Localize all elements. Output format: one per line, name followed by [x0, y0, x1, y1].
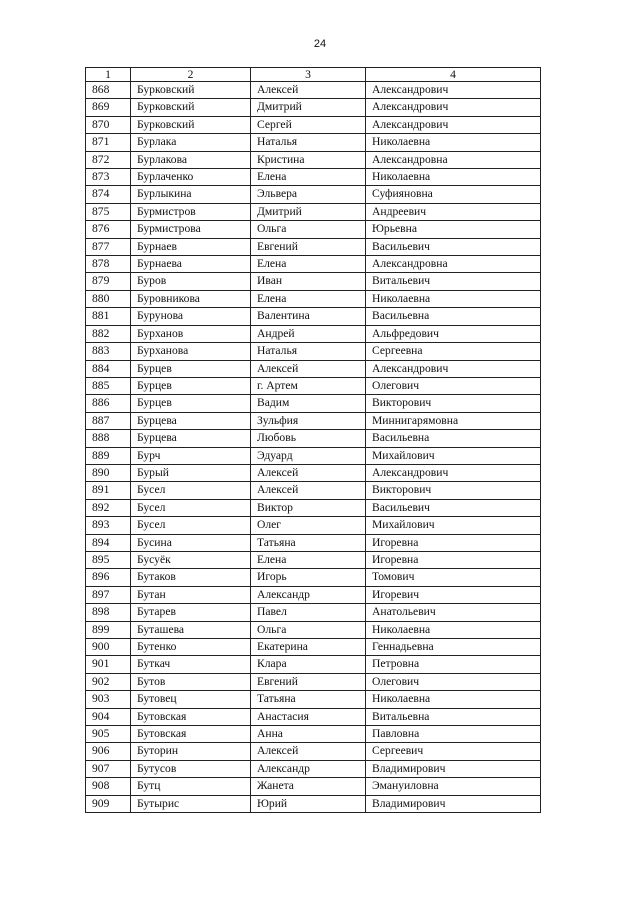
- cell-number: 898: [86, 604, 131, 621]
- table-row: [86, 203, 541, 220]
- table-row: [86, 551, 541, 568]
- cell-surname: Бурлыкина: [131, 186, 251, 203]
- cell-first-name: Вадим: [251, 395, 366, 412]
- cell-first-name: Елена: [251, 256, 366, 273]
- cell-number: 889: [86, 447, 131, 464]
- cell-surname: Бусел: [131, 482, 251, 499]
- cell-first-name: Любовь: [251, 430, 366, 447]
- cell-number: 885: [86, 377, 131, 394]
- cell-surname: Буторин: [131, 743, 251, 760]
- cell-surname: Бурлакова: [131, 151, 251, 168]
- cell-number: 883: [86, 343, 131, 360]
- cell-surname: Бутовская: [131, 708, 251, 725]
- table-row: [86, 569, 541, 586]
- cell-first-name: Алексей: [251, 464, 366, 481]
- cell-patronymic: Михайлович: [366, 517, 541, 534]
- table-header-row: [86, 68, 541, 82]
- cell-surname: Бурцева: [131, 430, 251, 447]
- cell-number: 890: [86, 464, 131, 481]
- cell-patronymic: Александрович: [366, 464, 541, 481]
- cell-patronymic: Николаевна: [366, 134, 541, 151]
- cell-first-name: Александр: [251, 586, 366, 603]
- cell-first-name: Евгений: [251, 673, 366, 690]
- cell-number: 884: [86, 360, 131, 377]
- cell-first-name: Клара: [251, 656, 366, 673]
- cell-surname: Бутусов: [131, 760, 251, 777]
- cell-surname: Бурковский: [131, 82, 251, 99]
- table-row: [86, 482, 541, 499]
- cell-surname: Бутаков: [131, 569, 251, 586]
- cell-surname: Бутарев: [131, 604, 251, 621]
- cell-patronymic: Андреевич: [366, 203, 541, 220]
- table-row: [86, 343, 541, 360]
- cell-surname: Бусуёк: [131, 551, 251, 568]
- cell-number: 895: [86, 551, 131, 568]
- table-row: [86, 795, 541, 812]
- cell-surname: Бурханов: [131, 325, 251, 342]
- cell-number: 871: [86, 134, 131, 151]
- cell-patronymic: Александрович: [366, 116, 541, 133]
- cell-number: 900: [86, 639, 131, 656]
- cell-number: 877: [86, 238, 131, 255]
- cell-number: 878: [86, 256, 131, 273]
- cell-surname: Бурнаев: [131, 238, 251, 255]
- table-row: [86, 134, 541, 151]
- cell-patronymic: Михайлович: [366, 447, 541, 464]
- cell-number: 907: [86, 760, 131, 777]
- cell-patronymic: Васильевич: [366, 499, 541, 516]
- cell-number: 882: [86, 325, 131, 342]
- cell-number: 893: [86, 517, 131, 534]
- cell-first-name: Жанета: [251, 778, 366, 795]
- cell-number: 904: [86, 708, 131, 725]
- cell-number: 887: [86, 412, 131, 429]
- cell-first-name: г. Артем: [251, 377, 366, 394]
- cell-patronymic: Юрьевна: [366, 221, 541, 238]
- cell-patronymic: Васильевна: [366, 430, 541, 447]
- cell-first-name: Эдуард: [251, 447, 366, 464]
- cell-number: 886: [86, 395, 131, 412]
- cell-number: 892: [86, 499, 131, 516]
- cell-surname: Бусел: [131, 517, 251, 534]
- cell-first-name: Юрий: [251, 795, 366, 812]
- table-row: [86, 726, 541, 743]
- cell-first-name: Олег: [251, 517, 366, 534]
- table-row: [86, 325, 541, 342]
- cell-patronymic: Анатольевич: [366, 604, 541, 621]
- cell-first-name: Эльвера: [251, 186, 366, 203]
- cell-surname: Бусел: [131, 499, 251, 516]
- cell-patronymic: Васильевич: [366, 238, 541, 255]
- cell-number: 899: [86, 621, 131, 638]
- cell-surname: Буровникова: [131, 290, 251, 307]
- cell-first-name: Елена: [251, 551, 366, 568]
- cell-patronymic: Игоревна: [366, 551, 541, 568]
- cell-patronymic: Викторович: [366, 395, 541, 412]
- cell-patronymic: Сергеевич: [366, 743, 541, 760]
- cell-surname: Бурнаева: [131, 256, 251, 273]
- cell-surname: Бурковский: [131, 116, 251, 133]
- table-row: [86, 447, 541, 464]
- cell-surname: Буткач: [131, 656, 251, 673]
- cell-patronymic: Витальевич: [366, 273, 541, 290]
- table-row: [86, 639, 541, 656]
- cell-first-name: Татьяна: [251, 691, 366, 708]
- cell-surname: Бурмистрова: [131, 221, 251, 238]
- cell-first-name: Екатерина: [251, 639, 366, 656]
- table-row: [86, 430, 541, 447]
- cell-number: 875: [86, 203, 131, 220]
- cell-surname: Бутц: [131, 778, 251, 795]
- table-row: [86, 308, 541, 325]
- cell-number: 896: [86, 569, 131, 586]
- cell-patronymic: Олегович: [366, 673, 541, 690]
- cell-number: 902: [86, 673, 131, 690]
- table-row: [86, 464, 541, 481]
- cell-patronymic: Александровна: [366, 151, 541, 168]
- cell-first-name: Александр: [251, 760, 366, 777]
- cell-first-name: Зульфия: [251, 412, 366, 429]
- cell-surname: Буров: [131, 273, 251, 290]
- column-header-surname: 2: [131, 68, 251, 82]
- table-row: [86, 360, 541, 377]
- table-row: [86, 82, 541, 99]
- cell-first-name: Елена: [251, 290, 366, 307]
- cell-number: 870: [86, 116, 131, 133]
- cell-patronymic: Миннигарямовна: [366, 412, 541, 429]
- cell-surname: Бурлака: [131, 134, 251, 151]
- table-row: [86, 395, 541, 412]
- cell-number: 897: [86, 586, 131, 603]
- cell-first-name: Сергей: [251, 116, 366, 133]
- cell-first-name: Татьяна: [251, 534, 366, 551]
- table-row: [86, 760, 541, 777]
- cell-surname: Бутовская: [131, 726, 251, 743]
- table-body: [86, 82, 541, 813]
- table-row: [86, 290, 541, 307]
- table-row: [86, 743, 541, 760]
- cell-surname: Бурцев: [131, 395, 251, 412]
- cell-patronymic: Васильевна: [366, 308, 541, 325]
- table-row: [86, 534, 541, 551]
- table-row: [86, 377, 541, 394]
- cell-first-name: Анна: [251, 726, 366, 743]
- table-row: [86, 604, 541, 621]
- cell-surname: Бусина: [131, 534, 251, 551]
- cell-first-name: Наталья: [251, 134, 366, 151]
- cell-surname: Бутов: [131, 673, 251, 690]
- table-row: [86, 151, 541, 168]
- table-row: [86, 499, 541, 516]
- cell-surname: Бутан: [131, 586, 251, 603]
- cell-first-name: Кристина: [251, 151, 366, 168]
- cell-number: 891: [86, 482, 131, 499]
- cell-patronymic: Николаевна: [366, 169, 541, 186]
- cell-patronymic: Александрович: [366, 82, 541, 99]
- cell-number: 880: [86, 290, 131, 307]
- cell-first-name: Алексей: [251, 82, 366, 99]
- column-header-number: 1: [86, 68, 131, 82]
- cell-patronymic: Петровна: [366, 656, 541, 673]
- cell-first-name: Андрей: [251, 325, 366, 342]
- cell-first-name: Алексей: [251, 482, 366, 499]
- table-row: [86, 708, 541, 725]
- cell-first-name: Павел: [251, 604, 366, 621]
- cell-surname: Бурлаченко: [131, 169, 251, 186]
- cell-number: 876: [86, 221, 131, 238]
- cell-number: 888: [86, 430, 131, 447]
- cell-surname: Бурч: [131, 447, 251, 464]
- cell-number: 894: [86, 534, 131, 551]
- cell-surname: Бурханова: [131, 343, 251, 360]
- cell-surname: Бутовец: [131, 691, 251, 708]
- cell-first-name: Алексей: [251, 360, 366, 377]
- cell-first-name: Дмитрий: [251, 203, 366, 220]
- cell-patronymic: Александрович: [366, 360, 541, 377]
- cell-number: 879: [86, 273, 131, 290]
- cell-number: 872: [86, 151, 131, 168]
- cell-number: 874: [86, 186, 131, 203]
- cell-number: 868: [86, 82, 131, 99]
- cell-patronymic: Сергеевна: [366, 343, 541, 360]
- cell-first-name: Евгений: [251, 238, 366, 255]
- column-header-patronymic: 4: [366, 68, 541, 82]
- cell-number: 873: [86, 169, 131, 186]
- cell-patronymic: Викторович: [366, 482, 541, 499]
- cell-first-name: Игорь: [251, 569, 366, 586]
- cell-patronymic: Геннадьевна: [366, 639, 541, 656]
- cell-patronymic: Николаевна: [366, 691, 541, 708]
- cell-first-name: Ольга: [251, 221, 366, 238]
- table-row: [86, 586, 541, 603]
- table-row: [86, 186, 541, 203]
- table-row: [86, 656, 541, 673]
- cell-number: 881: [86, 308, 131, 325]
- cell-number: 869: [86, 99, 131, 116]
- cell-first-name: Анастасия: [251, 708, 366, 725]
- table-row: [86, 169, 541, 186]
- cell-number: 905: [86, 726, 131, 743]
- cell-first-name: Ольга: [251, 621, 366, 638]
- table-row: [86, 99, 541, 116]
- cell-patronymic: Альфредович: [366, 325, 541, 342]
- cell-surname: Бурый: [131, 464, 251, 481]
- cell-first-name: Наталья: [251, 343, 366, 360]
- page-number: 24: [313, 38, 327, 50]
- table-row: [86, 238, 541, 255]
- cell-first-name: Алексей: [251, 743, 366, 760]
- table-row: [86, 116, 541, 133]
- cell-patronymic: Николаевна: [366, 621, 541, 638]
- cell-first-name: Дмитрий: [251, 99, 366, 116]
- cell-surname: Бурмистров: [131, 203, 251, 220]
- cell-patronymic: Александрович: [366, 99, 541, 116]
- cell-first-name: Виктор: [251, 499, 366, 516]
- table-row: [86, 691, 541, 708]
- cell-patronymic: Игоревна: [366, 534, 541, 551]
- table-row: [86, 256, 541, 273]
- cell-first-name: Иван: [251, 273, 366, 290]
- cell-patronymic: Владимирович: [366, 760, 541, 777]
- cell-first-name: Елена: [251, 169, 366, 186]
- cell-number: 906: [86, 743, 131, 760]
- cell-patronymic: Суфияновна: [366, 186, 541, 203]
- table-row: [86, 273, 541, 290]
- names-table: [85, 67, 541, 813]
- table-row: [86, 517, 541, 534]
- cell-first-name: Валентина: [251, 308, 366, 325]
- cell-patronymic: Павловна: [366, 726, 541, 743]
- cell-patronymic: Эмануиловна: [366, 778, 541, 795]
- table-row: [86, 412, 541, 429]
- table-row: [86, 673, 541, 690]
- cell-number: 909: [86, 795, 131, 812]
- cell-number: 901: [86, 656, 131, 673]
- cell-number: 903: [86, 691, 131, 708]
- cell-surname: Бурцева: [131, 412, 251, 429]
- cell-number: 908: [86, 778, 131, 795]
- cell-surname: Буташева: [131, 621, 251, 638]
- cell-patronymic: Николаевна: [366, 290, 541, 307]
- column-header-first-name: 3: [251, 68, 366, 82]
- cell-patronymic: Александровна: [366, 256, 541, 273]
- cell-surname: Бурунова: [131, 308, 251, 325]
- cell-patronymic: Владимирович: [366, 795, 541, 812]
- table-row: [86, 621, 541, 638]
- cell-surname: Бутырис: [131, 795, 251, 812]
- table-row: [86, 778, 541, 795]
- cell-patronymic: Витальевна: [366, 708, 541, 725]
- cell-patronymic: Олегович: [366, 377, 541, 394]
- cell-surname: Бурковский: [131, 99, 251, 116]
- cell-surname: Бурцев: [131, 377, 251, 394]
- cell-surname: Бурцев: [131, 360, 251, 377]
- cell-patronymic: Игоревич: [366, 586, 541, 603]
- table-row: [86, 221, 541, 238]
- cell-surname: Бутенко: [131, 639, 251, 656]
- cell-patronymic: Томович: [366, 569, 541, 586]
